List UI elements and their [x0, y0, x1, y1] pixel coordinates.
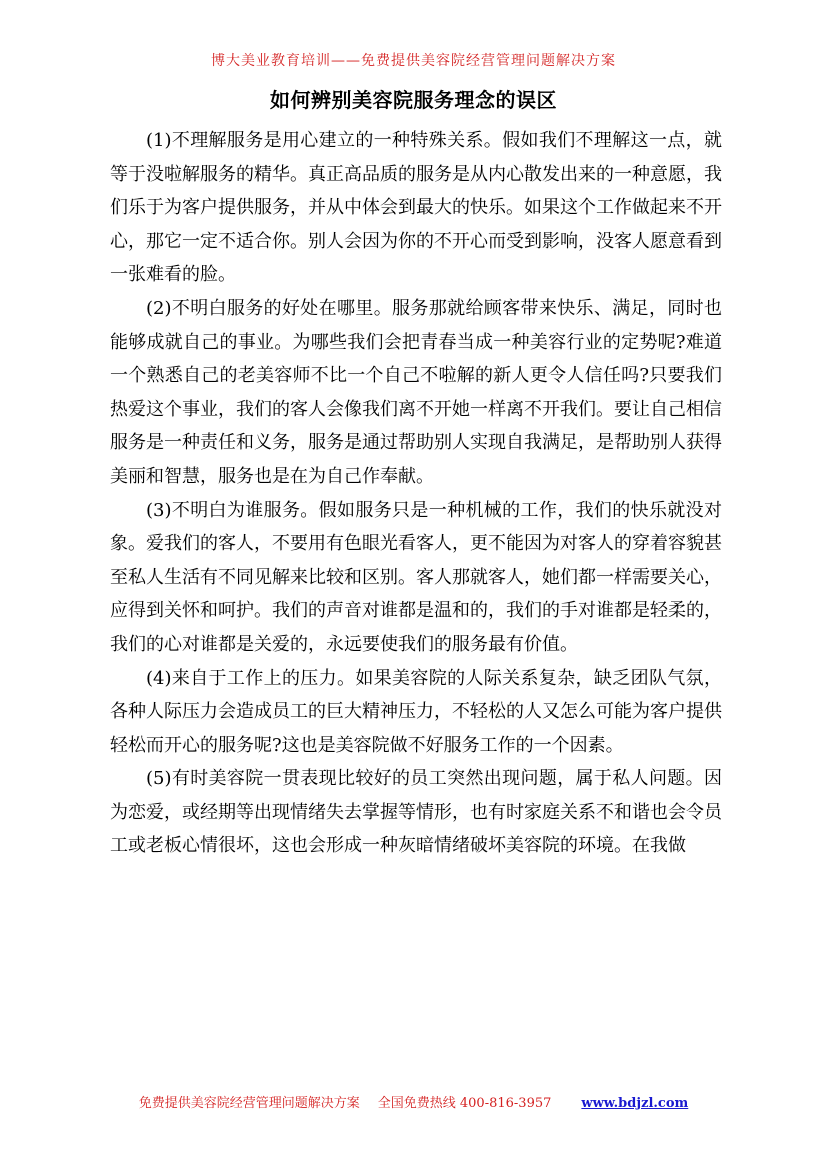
footer-hotline: 全国免费热线 400-816-3957 [377, 1096, 552, 1111]
page-footer [0, 1092, 827, 1111]
footer-slogan: 免费提供美容院经营管理问题解决方案 [138, 1096, 360, 1111]
paragraph-1: (1)不理解服务是用心建立的一种特殊关系。假如我们不理解这一点，就等于没啦解服务的精华。真正高品质的服务是从内心散发出来的一种意愿，我们乐于为客户提供服务，并从中体会到最大的快乐。如果这个工作做起来不开心，那它一定不适合你。别人会因为你的不开心而受到影响，没客人愿意看到一张难看的脸。 [110, 130, 722, 286]
page-header: 博大美业教育培训——免费提供美容院经营管理问题解决方案 [211, 53, 616, 69]
paragraph-3: (3)不明白为谁服务。假如服务只是一种机械的工作，我们的快乐就没对象。爱我们的客人，不要用有色眼光看客人，更不能因为对客人的穿着容貌甚至私人生活有不同见解来比较和区别。客人那就客人，她们都一样需要关心，应得到关怀和呵护。我们的声音对谁都是温和的，我们的手对谁都是轻柔的，我们的心对谁都是关爱的，永远要使我们的服务最有价值。 [110, 499, 722, 655]
paragraph-5: (5)有时美容院一贯表现比较好的员工突然出现问题，属于私人问题。因为恋爱，或经期等出现情绪失去掌握等情形，也有时家庭关系不和谐也会令员工或老板心情很坏，这也会形成一种灰暗情绪破坏美容院的环境。在我做 [110, 768, 722, 857]
paragraph-4: (4)来自于工作上的压力。如果美容院的人际关系复杂，缺乏团队气氛，各种人际压力会造成员工的巨大精神压力，不轻松的人又怎么可能为客户提供轻松而开心的服务呢?这也是美容院做不好服务工作的一个因素。 [110, 667, 722, 756]
paragraph-2: (2)不明白服务的好处在哪里。服务那就给顾客带来快乐、满足，同时也能够成就自己的事业。为哪些我们会把青春当成一种美容行业的定势呢?难道一个熟悉自己的老美容师不比一个自己不啦解的新人更令人信任吗?只要我们热爱这个事业，我们的客人会像我们离不开她一样离不开我们。要让自己相信服务是一种责任和义务，服务是通过帮助别人实现自我满足，是帮助别人获得美丽和智慧，服务也是在为自己作奉献。 [110, 297, 722, 487]
footer-website-link[interactable]: www.bdjzl.com [581, 1096, 689, 1111]
document-title: 如何辨别美容院服务理念的误区 [270, 88, 557, 112]
document-body [110, 124, 722, 863]
